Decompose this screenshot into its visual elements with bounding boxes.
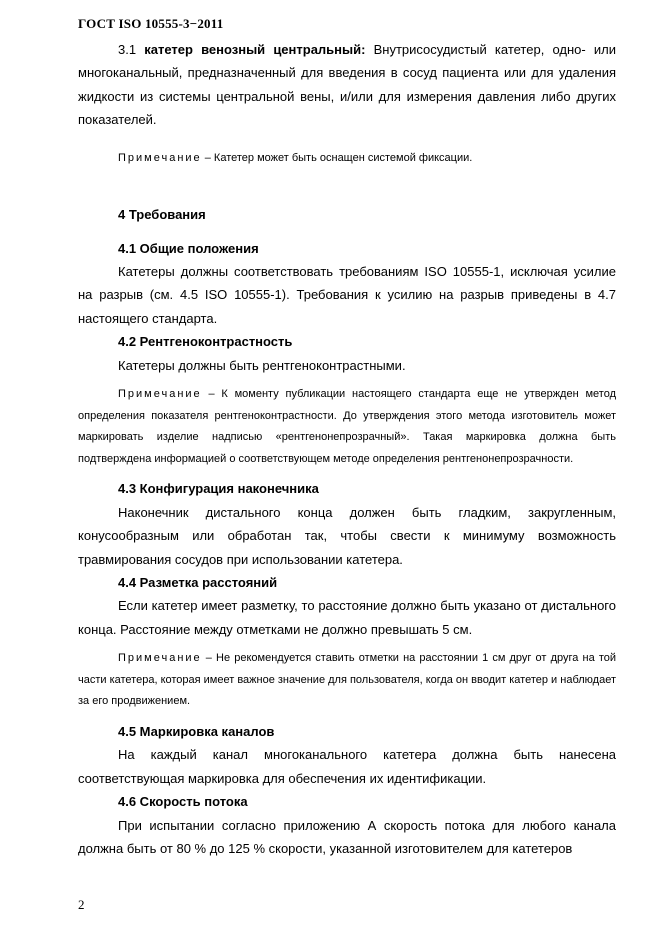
note-text: Катетер может быть оснащен системой фиксации.	[213, 151, 473, 164]
section-4-2-title: 4.2 Рентгеноконтрастность	[118, 334, 293, 350]
section-4-5-text: На каждый канал многоканального катетера должна быть нанесена соответствующая маркировка для обеспечения их идентификации.	[78, 747, 616, 786]
note-3: Примечание – Не рекомендуется ставить отметки на расстоянии 1 см друг от друга на той части катетера, которая имеет важное значение для пользователя, когда он вводит катетер и наблюдает за его продвижением.	[78, 652, 617, 708]
note-label: Примечание	[118, 388, 202, 401]
note-text: Не рекомендуется ставить отметки на расстоянии 1 см друг от друга на той части катетера, которая имеет важное значение для пользователя, когда он вводит катетер и наблюдает за его продвижением.	[78, 652, 617, 708]
section-4-5-title: 4.5 Маркировка каналов	[118, 724, 275, 740]
section-4-1-text: Катетеры должны соответствовать требованиям ISO 10555-1, исключая усилие на разрыв (см. 4.5 ISO 10555-1). Требования к усилию на разрыв приведены в 4.7 настоящего стандарта.	[78, 264, 616, 326]
note-label: Примечание	[118, 151, 202, 164]
page-content	[78, 38, 616, 861]
page-number: 2	[78, 897, 85, 912]
clause-3-1	[78, 38, 616, 132]
section-4-2-text: Катетеры должны быть рентгеноконтрастными.	[118, 357, 406, 373]
section-4-4-text: Если катетер имеет разметку, то расстояние должно быть указано от дистального конца. Расстояние между отметками не должно превышать 5 см.	[78, 598, 616, 637]
section-4-3-text: Наконечник дистального конца должен быть гладким, закругленным, конусообразным или обработан так, чтобы свести к минимуму возможность травмирования сосудов при использовании катетера.	[78, 504, 616, 567]
note-text: К моменту публикации настоящего стандарта еще не утвержден метод определения показателя рентгеноконтрастности. До утверждения этого метода изготовитель может маркировать изделие надписью «рентгенонепрозрачный». Такая маркировка должна быть подтверждена информацией о соответствующем методе определения рентгенонепрозрачности.	[78, 388, 616, 465]
note-2: Примечание – К моменту публикации настоящего стандарта еще не утвержден метод определения показателя рентгеноконтрастности. До утверждения этого метода изготовитель может маркировать изделие надписью «рентгенонепрозрачный». Такая маркировка должна быть подтверждена информацией о соответствующем методе определения рентгенонепрозрачности.	[78, 388, 616, 465]
section-4-3-title: 4.3 Конфигурация наконечника	[118, 481, 319, 497]
section-4-1-title: 4.1 Общие положения	[118, 240, 259, 256]
section-4-6-title: 4.6 Скорость потока	[118, 794, 248, 810]
section-4-title: 4 Требования	[118, 207, 206, 223]
section-4-4-title: 4.4 Разметка расстояний	[118, 575, 278, 591]
document-header: ГОСТ ISO 10555-3−2011	[78, 16, 224, 31]
definition: Внутрисосудистый катетер, одно- или многоканальный, предназначенный для введения в сосуд пациента или для удаления жидкости из системы центральной вены, и/или для измерения давления либо других показателей.	[78, 42, 616, 128]
note-label: Примечание	[118, 652, 202, 665]
section-4-6-text: При испытании согласно приложению А скорость потока для любого канала должна быть от 80 % до 125 % скорости, указанной изготовителем для катетеров	[78, 817, 616, 857]
clause-number: 3.1	[118, 42, 137, 57]
note-1: Примечание – Катетер может быть оснащен системой фиксации.	[118, 151, 473, 164]
term: катетер венозный центральный:	[144, 42, 366, 57]
